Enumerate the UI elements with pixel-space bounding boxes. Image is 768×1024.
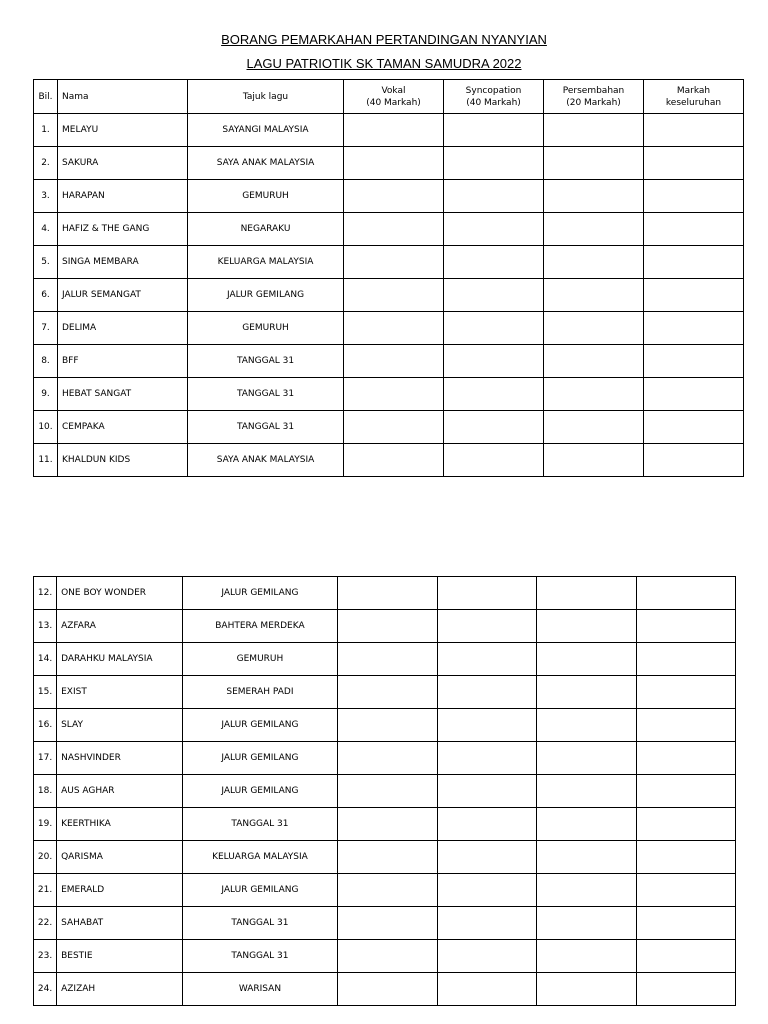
group-name: SAKURA <box>58 147 188 180</box>
table-row <box>34 973 736 1006</box>
header-vokal-label: Vokal <box>381 85 406 96</box>
syncopation-score-cell[interactable] <box>437 709 536 742</box>
row-number: 16. <box>34 709 57 742</box>
group-name: HAFIZ & THE GANG <box>58 213 188 246</box>
vokal-score-cell[interactable] <box>338 676 437 709</box>
syncopation-score-cell[interactable] <box>437 874 536 907</box>
group-name: HARAPAN <box>58 180 188 213</box>
persembahan-score-cell[interactable] <box>537 973 636 1006</box>
table-row <box>34 312 744 345</box>
total-score-cell[interactable] <box>636 940 735 973</box>
group-name: MELAYU <box>58 114 188 147</box>
total-score-cell[interactable] <box>636 709 735 742</box>
row-number: 13. <box>34 610 57 643</box>
row-number: 1. <box>34 114 58 147</box>
group-name: BESTIE <box>57 940 183 973</box>
song-title: TANGGAL 31 <box>188 378 344 411</box>
total-score-cell[interactable] <box>636 742 735 775</box>
syncopation-score-cell[interactable] <box>444 378 544 411</box>
persembahan-score-cell[interactable] <box>544 213 644 246</box>
row-number: 7. <box>34 312 58 345</box>
row-number: 10. <box>34 411 58 444</box>
table-row <box>34 279 744 312</box>
group-name: BFF <box>58 345 188 378</box>
vokal-score-cell[interactable] <box>344 378 444 411</box>
table-row <box>34 676 736 709</box>
persembahan-score-cell[interactable] <box>537 643 636 676</box>
table-row <box>34 180 744 213</box>
score-table-2 <box>33 576 736 1006</box>
vokal-score-cell[interactable] <box>338 907 437 940</box>
vokal-score-cell[interactable] <box>344 444 444 477</box>
song-title: JALUR GEMILANG <box>182 742 338 775</box>
header-row <box>34 80 744 114</box>
syncopation-score-cell[interactable] <box>444 279 544 312</box>
table-row <box>34 345 744 378</box>
song-title: TANGGAL 31 <box>182 940 338 973</box>
group-name: JALUR SEMANGAT <box>58 279 188 312</box>
row-number: 3. <box>34 180 58 213</box>
vokal-score-cell[interactable] <box>338 808 437 841</box>
vokal-score-cell[interactable] <box>338 940 437 973</box>
syncopation-score-cell[interactable] <box>437 742 536 775</box>
persembahan-score-cell[interactable] <box>537 775 636 808</box>
total-score-cell[interactable] <box>636 775 735 808</box>
header-markah-label: Markah <box>676 85 711 96</box>
table-row <box>34 147 744 180</box>
score-table-1 <box>33 79 744 477</box>
syncopation-score-cell[interactable] <box>437 907 536 940</box>
group-name: KEERTHIKA <box>57 808 183 841</box>
song-title: TANGGAL 31 <box>182 808 338 841</box>
vokal-score-cell[interactable] <box>344 279 444 312</box>
syncopation-score-cell[interactable] <box>437 775 536 808</box>
header-vokal <box>344 80 444 114</box>
vokal-score-cell[interactable] <box>344 213 444 246</box>
group-name: SINGA MEMBARA <box>58 246 188 279</box>
song-title: TANGGAL 31 <box>188 345 344 378</box>
persembahan-score-cell[interactable] <box>537 676 636 709</box>
vokal-score-cell[interactable] <box>344 147 444 180</box>
persembahan-score-cell[interactable] <box>544 345 644 378</box>
row-number: 24. <box>34 973 57 1006</box>
vokal-score-cell[interactable] <box>338 841 437 874</box>
syncopation-score-cell[interactable] <box>437 676 536 709</box>
header-syncopation-max: (40 Markah) <box>466 97 521 108</box>
total-score-cell[interactable] <box>636 643 735 676</box>
group-name: AZFARA <box>57 610 183 643</box>
header-syncopation-label: Syncopation <box>465 85 522 96</box>
row-number: 19. <box>34 808 57 841</box>
persembahan-score-cell[interactable] <box>537 940 636 973</box>
total-score-cell[interactable] <box>636 808 735 841</box>
row-number: 8. <box>34 345 58 378</box>
syncopation-score-cell[interactable] <box>444 411 544 444</box>
header-keseluruhan-label: keseluruhan <box>665 97 722 108</box>
vokal-score-cell[interactable] <box>344 180 444 213</box>
persembahan-score-cell[interactable] <box>537 610 636 643</box>
total-score-cell[interactable] <box>636 610 735 643</box>
vokal-score-cell[interactable] <box>338 742 437 775</box>
total-score-cell[interactable] <box>636 577 735 610</box>
row-number: 6. <box>34 279 58 312</box>
table-row <box>34 940 736 973</box>
vokal-score-cell[interactable] <box>338 643 437 676</box>
syncopation-score-cell[interactable] <box>437 643 536 676</box>
syncopation-score-cell[interactable] <box>444 345 544 378</box>
group-name: DELIMA <box>58 312 188 345</box>
persembahan-score-cell[interactable] <box>544 378 644 411</box>
song-title: JALUR GEMILANG <box>182 577 338 610</box>
total-score-cell[interactable] <box>636 874 735 907</box>
header-syncopation <box>444 80 544 114</box>
total-score-cell[interactable] <box>636 907 735 940</box>
row-number: 4. <box>34 213 58 246</box>
song-title: TANGGAL 31 <box>182 907 338 940</box>
vokal-score-cell[interactable] <box>344 114 444 147</box>
song-title: GEMURUH <box>188 180 344 213</box>
vokal-score-cell[interactable] <box>338 973 437 1006</box>
persembahan-score-cell[interactable] <box>544 180 644 213</box>
song-title: GEMURUH <box>188 312 344 345</box>
table-row <box>34 742 736 775</box>
total-score-cell[interactable] <box>644 213 744 246</box>
total-score-cell[interactable] <box>644 411 744 444</box>
table-row <box>34 709 736 742</box>
persembahan-score-cell[interactable] <box>537 709 636 742</box>
total-score-cell[interactable] <box>636 841 735 874</box>
song-title: JALUR GEMILANG <box>182 775 338 808</box>
table-row <box>34 874 736 907</box>
vokal-score-cell[interactable] <box>344 246 444 279</box>
table-row <box>34 610 736 643</box>
song-title: SAYA ANAK MALAYSIA <box>188 147 344 180</box>
total-score-cell[interactable] <box>644 312 744 345</box>
song-title: SEMERAH PADI <box>182 676 338 709</box>
table-row <box>34 378 744 411</box>
group-name: ONE BOY WONDER <box>57 577 183 610</box>
header-vokal-max: (40 Markah) <box>366 97 421 108</box>
total-score-cell[interactable] <box>636 973 735 1006</box>
group-name: NASHVINDER <box>57 742 183 775</box>
syncopation-score-cell[interactable] <box>444 246 544 279</box>
persembahan-score-cell[interactable] <box>537 808 636 841</box>
row-number: 22. <box>34 907 57 940</box>
song-title: JALUR GEMILANG <box>182 709 338 742</box>
group-name: EMERALD <box>57 874 183 907</box>
form-subtitle: LAGU PATRIOTIK SK TAMAN SAMUDRA 2022 <box>246 56 522 71</box>
syncopation-score-cell[interactable] <box>437 610 536 643</box>
row-number: 23. <box>34 940 57 973</box>
persembahan-score-cell[interactable] <box>537 841 636 874</box>
persembahan-score-cell[interactable] <box>544 411 644 444</box>
total-score-cell[interactable] <box>644 114 744 147</box>
vokal-score-cell[interactable] <box>338 775 437 808</box>
row-number: 12. <box>34 577 57 610</box>
group-name: EXIST <box>57 676 183 709</box>
table-2-body <box>34 577 736 1006</box>
vokal-score-cell[interactable] <box>338 709 437 742</box>
syncopation-score-cell[interactable] <box>437 808 536 841</box>
persembahan-score-cell[interactable] <box>544 147 644 180</box>
header-tajuk-lagu: Tajuk lagu <box>188 80 344 114</box>
song-title: GEMURUH <box>182 643 338 676</box>
persembahan-score-cell[interactable] <box>544 246 644 279</box>
table-row <box>34 775 736 808</box>
group-name: CEMPAKA <box>58 411 188 444</box>
table-row <box>34 246 744 279</box>
song-title: JALUR GEMILANG <box>182 874 338 907</box>
persembahan-score-cell[interactable] <box>537 874 636 907</box>
header-persembahan-max: (20 Markah) <box>566 97 621 108</box>
vokal-score-cell[interactable] <box>344 312 444 345</box>
group-name: AZIZAH <box>57 973 183 1006</box>
syncopation-score-cell[interactable] <box>444 213 544 246</box>
group-name: HEBAT SANGAT <box>58 378 188 411</box>
song-title: TANGGAL 31 <box>188 411 344 444</box>
song-title: SAYANGI MALAYSIA <box>188 114 344 147</box>
table-row <box>34 114 744 147</box>
persembahan-score-cell[interactable] <box>537 907 636 940</box>
song-title: BAHTERA MERDEKA <box>182 610 338 643</box>
syncopation-score-cell[interactable] <box>444 312 544 345</box>
song-title: JALUR GEMILANG <box>188 279 344 312</box>
song-title: NEGARAKU <box>188 213 344 246</box>
table-row <box>34 577 736 610</box>
group-name: KHALDUN KIDS <box>58 444 188 477</box>
syncopation-score-cell[interactable] <box>437 973 536 1006</box>
row-number: 15. <box>34 676 57 709</box>
row-number: 21. <box>34 874 57 907</box>
persembahan-score-cell[interactable] <box>537 742 636 775</box>
total-score-cell[interactable] <box>644 345 744 378</box>
header-persembahan-label: Persembahan <box>562 85 625 96</box>
syncopation-score-cell[interactable] <box>437 577 536 610</box>
total-score-cell[interactable] <box>644 180 744 213</box>
table-row <box>34 411 744 444</box>
total-score-cell[interactable] <box>636 676 735 709</box>
song-title: KELUARGA MALAYSIA <box>188 246 344 279</box>
syncopation-score-cell[interactable] <box>444 180 544 213</box>
row-number: 5. <box>34 246 58 279</box>
persembahan-score-cell[interactable] <box>544 444 644 477</box>
table-row <box>34 643 736 676</box>
song-title: KELUARGA MALAYSIA <box>182 841 338 874</box>
header-markah-keseluruhan <box>644 80 744 114</box>
total-score-cell[interactable] <box>644 378 744 411</box>
table-row <box>34 444 744 477</box>
form-title: BORANG PEMARKAHAN PERTANDINGAN NYANYIAN <box>221 32 547 47</box>
group-name: SLAY <box>57 709 183 742</box>
persembahan-score-cell[interactable] <box>544 114 644 147</box>
vokal-score-cell[interactable] <box>344 345 444 378</box>
syncopation-score-cell[interactable] <box>437 841 536 874</box>
row-number: 17. <box>34 742 57 775</box>
persembahan-score-cell[interactable] <box>544 312 644 345</box>
row-number: 20. <box>34 841 57 874</box>
song-title: WARISAN <box>182 973 338 1006</box>
syncopation-score-cell[interactable] <box>444 147 544 180</box>
table-1-body <box>34 114 744 477</box>
header-persembahan <box>544 80 644 114</box>
syncopation-score-cell[interactable] <box>444 444 544 477</box>
syncopation-score-cell[interactable] <box>444 114 544 147</box>
group-name: QARISMA <box>57 841 183 874</box>
table-row <box>34 907 736 940</box>
vokal-score-cell[interactable] <box>338 610 437 643</box>
group-name: AUS AGHAR <box>57 775 183 808</box>
total-score-cell[interactable] <box>644 147 744 180</box>
vokal-score-cell[interactable] <box>338 577 437 610</box>
row-number: 11. <box>34 444 58 477</box>
persembahan-score-cell[interactable] <box>537 577 636 610</box>
header-bil: Bil. <box>34 80 58 114</box>
total-score-cell[interactable] <box>644 279 744 312</box>
vokal-score-cell[interactable] <box>338 874 437 907</box>
total-score-cell[interactable] <box>644 444 744 477</box>
row-number: 18. <box>34 775 57 808</box>
syncopation-score-cell[interactable] <box>437 940 536 973</box>
group-name: DARAHKU MALAYSIA <box>57 643 183 676</box>
song-title: SAYA ANAK MALAYSIA <box>188 444 344 477</box>
row-number: 9. <box>34 378 58 411</box>
row-number: 2. <box>34 147 58 180</box>
total-score-cell[interactable] <box>644 246 744 279</box>
persembahan-score-cell[interactable] <box>544 279 644 312</box>
table-row <box>34 841 736 874</box>
table-row <box>34 213 744 246</box>
group-name: SAHABAT <box>57 907 183 940</box>
vokal-score-cell[interactable] <box>344 411 444 444</box>
table-row <box>34 808 736 841</box>
row-number: 14. <box>34 643 57 676</box>
header-nama: Nama <box>58 80 188 114</box>
